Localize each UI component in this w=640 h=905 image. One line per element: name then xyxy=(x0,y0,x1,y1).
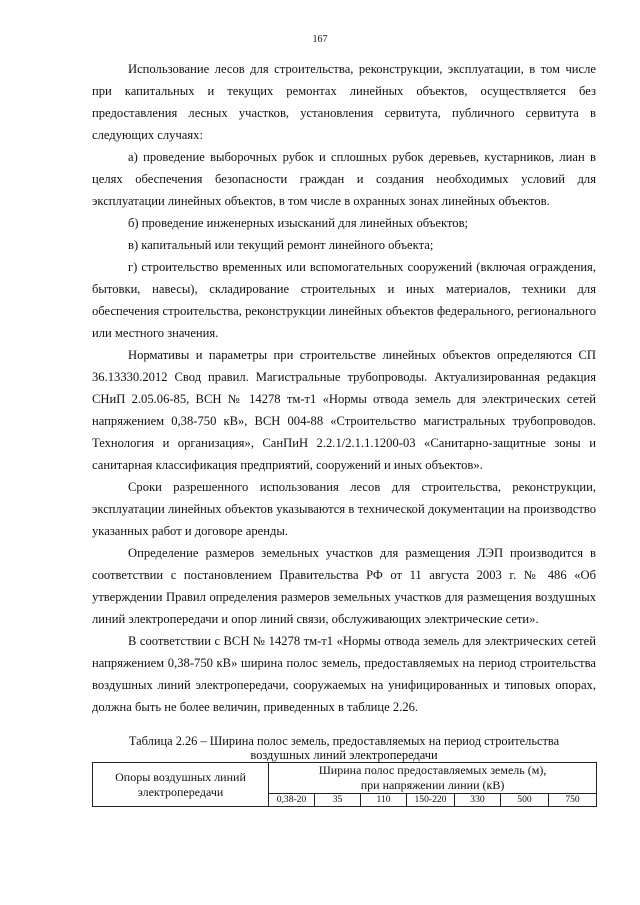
table-caption-line-1: Таблица 2.26 – Ширина полос земель, предоставляемых на период строительства xyxy=(128,734,560,748)
voltage-cell: 500 xyxy=(501,794,549,807)
header-width-group xyxy=(269,763,597,794)
paragraph-terms: Сроки разрешенного использования лесов для строительства, реконструкции, эксплуатации линейных объектов указываются в технической документации на производство указанных работ и договоре аренды. xyxy=(92,480,596,538)
header-width-line-1: Ширина полос предоставляемых земель (м), xyxy=(318,763,547,777)
table-header-row xyxy=(93,763,597,794)
voltage-cell: 750 xyxy=(549,794,597,807)
header-supports xyxy=(93,763,269,807)
list-item-b: б) проведение инженерных изысканий для линейных объектов; xyxy=(128,216,469,230)
paragraph-lep: Определение размеров земельных участков для размещения ЛЭП производится в соответствии с постановлением Правительства РФ от 11 августа 2003 г. № 486 «Об утверждении Правил определения размеров земельных участков для размещения воздушных линий электропередачи и опор линий связи, обслуживающих электрические сети». xyxy=(92,546,596,626)
list-item-v: в) капитальный или текущий ремонт линейного объекта; xyxy=(128,238,434,252)
page-body xyxy=(92,58,596,807)
voltage-cell: 35 xyxy=(315,794,361,807)
paragraph-vsn: В соответствии с ВСН № 14278 тм-т1 «Нормы отвода земель для электрических сетей напряжением 0,38-750 кВ» ширина полос земель, предоставляемых на период строительства воздушных линий электропередачи, сооружаемых на унифицированных и типовых опорах, должна быть не более величин, приведенных в таблице 2.26. xyxy=(92,634,596,714)
list-item-a: а) проведение выборочных рубок и сплошных рубок деревьев, кустарников, лиан в целях обеспечения безопасности граждан и создания необходимых условий для эксплуатации линейных объектов, в том числе в охранных зонах линейных объектов. xyxy=(92,150,596,208)
header-supports-line-2: электропередачи xyxy=(137,784,224,799)
voltage-cell: 110 xyxy=(361,794,407,807)
voltage-cell: 150-220 xyxy=(407,794,455,807)
paragraph-intro: Использование лесов для строительства, реконструкции, эксплуатации, в том числе при капитальных и текущих ремонтах линейных объектов, осуществляется без предоставления лесных участков, установления сервитута, публичного сервитута в следующих случаях: xyxy=(92,62,596,142)
table-caption xyxy=(92,734,596,762)
header-supports-line-1: Опоры воздушных линий xyxy=(115,769,246,784)
header-width-line-2: при напряжении линии (кВ) xyxy=(360,778,505,792)
page-number: 167 xyxy=(312,34,328,45)
voltage-cell: 0,38-20 xyxy=(269,794,315,807)
list-item-g: г) строительство временных или вспомогательных сооружений (включая ограждения, бытовки, навесы), складирование строительных и иных материалов, техники для обеспечения строительства, реконструкции линейных объектов федерального, регионального или местного значения. xyxy=(92,260,596,340)
paragraph-norms: Нормативы и параметры при строительстве линейных объектов определяются СП 36.13330.2012 Свод правил. Магистральные трубопроводы. Актуализированная редакция СНиП 2.05.06-85, ВСН № 14278 тм-т1 «Нормы отвода земель для электрических сетей напряжением 0,38-750 кВ», ВСН 004-88 «Строительство магистральных трубопроводов. Технология и организация», СанПиН 2.2.1/2.1.1.1200-03 «Санитарно-защитные зоны и санитарная классификация предприятий, сооружений и иных объектов». xyxy=(92,348,596,472)
voltage-cell: 330 xyxy=(455,794,501,807)
width-table xyxy=(92,762,597,807)
table-caption-line-2: воздушных линий электропередачи xyxy=(250,748,438,762)
